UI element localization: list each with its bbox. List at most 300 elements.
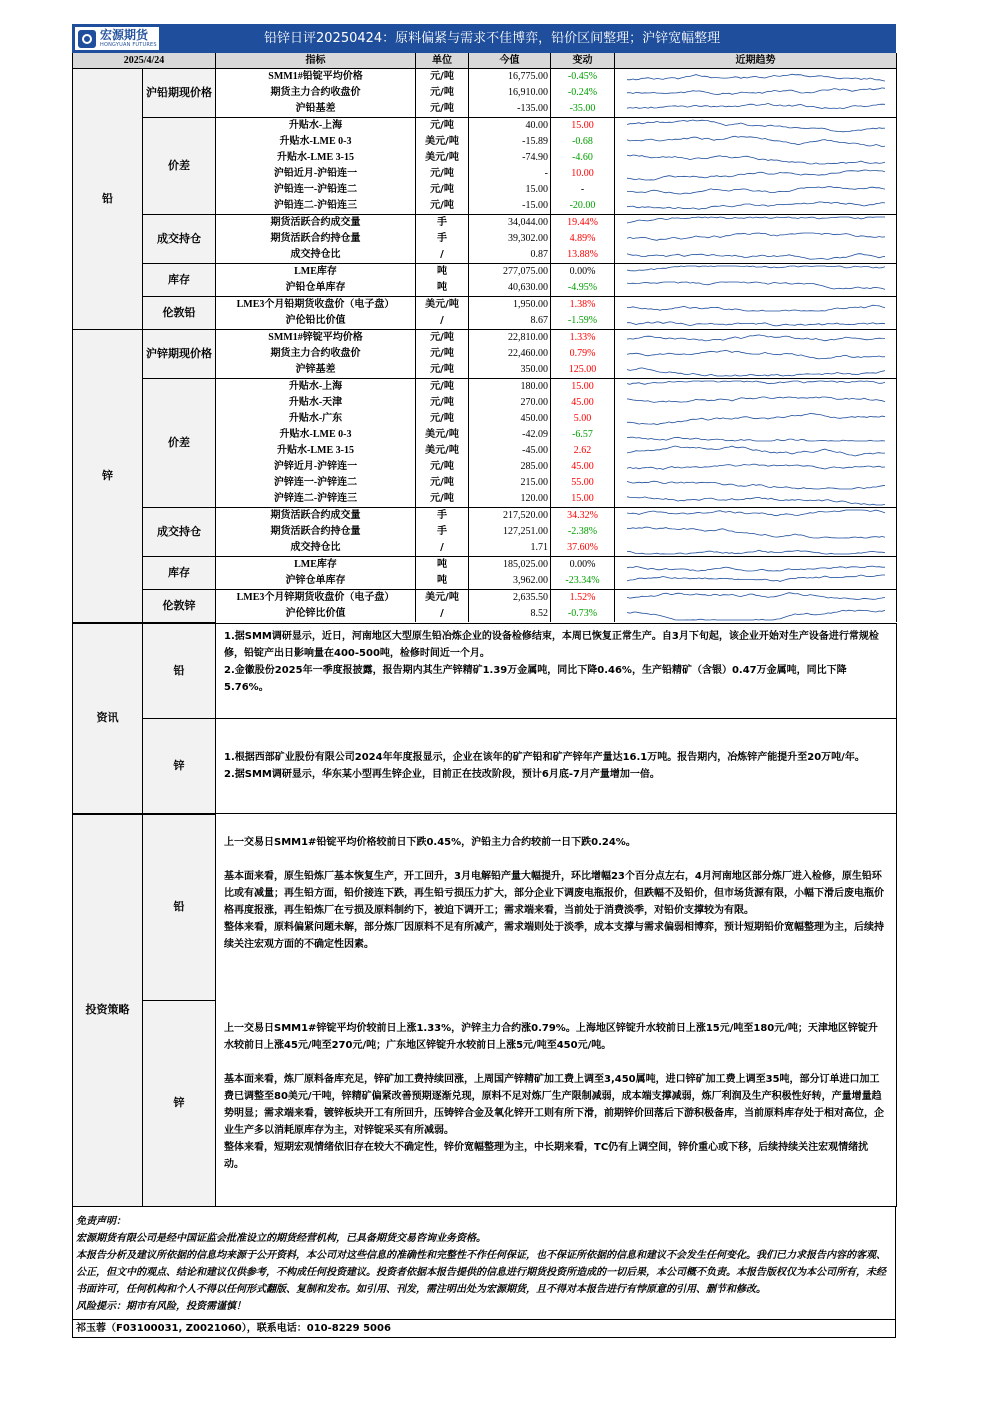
sparkline-cell — [615, 166, 897, 182]
indicator-cell: 沪铅仓单库存 — [216, 280, 416, 297]
sparkline-line — [627, 381, 885, 384]
info-lead-label: 铅 — [143, 623, 216, 718]
indicator-cell: 期货活跃合约持仓量 — [216, 524, 416, 540]
sparkline-cell — [615, 134, 897, 150]
indicator-cell: 升贴水-上海 — [216, 118, 416, 135]
value-cell: 22,460.00 — [469, 346, 551, 362]
sparkline-chart — [615, 118, 896, 134]
sparkline-cell — [615, 118, 897, 135]
sparkline-chart — [615, 198, 896, 214]
logo-name-cn: 宏源期货 — [100, 28, 149, 42]
sparkline-cell — [615, 264, 897, 281]
unit-cell: 元/吨 — [416, 362, 469, 379]
unit-cell: 美元/吨 — [416, 134, 469, 150]
sparkline-line — [627, 593, 885, 600]
group-label: 库存 — [143, 557, 216, 590]
indicator-cell: 沪伦锌比价值 — [216, 606, 416, 622]
sparkline-cell — [615, 475, 897, 491]
info-zinc-text — [216, 718, 897, 813]
indicator-cell: 升贴水-LME 0-3 — [216, 134, 416, 150]
info-zinc-label: 锌 — [143, 718, 216, 813]
strategy-zinc-para: 整体来看，短期宏观情绪依旧存在较大不确定性，锌价宽幅整理为主，中长期来看，TC仍有上调空间，锌价重心或下移，后续持续关注宏观情绪扰动。 — [224, 1142, 869, 1170]
value-cell: -15.00 — [469, 198, 551, 215]
unit-cell: 元/吨 — [416, 330, 469, 347]
sparkline-chart — [615, 101, 896, 117]
strategy-zinc-text — [216, 1000, 897, 1206]
change-cell: 125.00 — [551, 362, 615, 379]
sparkline-cell — [615, 247, 897, 264]
disclaimer-title: 免责声明： — [76, 1215, 126, 1227]
change-cell: 13.88% — [551, 247, 615, 264]
report-page — [72, 24, 896, 1338]
sparkline-line — [627, 566, 885, 571]
sparkline-cell — [615, 524, 897, 540]
sparkline-chart — [615, 362, 896, 378]
info-lead-text — [216, 623, 897, 718]
value-cell: 350.00 — [469, 362, 551, 379]
change-cell: 0.00% — [551, 557, 615, 574]
sparkline-cell — [615, 313, 897, 330]
strategy-lead-text — [216, 814, 897, 1000]
indicator-cell: LME3个月锌期货收盘价（电子盘） — [216, 590, 416, 607]
sparkline-line — [627, 414, 885, 425]
disclaimer-line: 宏源期货有限公司是经中国证监会批准设立的期货经营机构，已具备期货交易咨询业务资格。 — [76, 1232, 486, 1244]
col-unit: 单位 — [416, 53, 469, 69]
sparkline-cell — [615, 346, 897, 362]
change-cell: 10.00 — [551, 166, 615, 182]
group-label: 价差 — [143, 379, 216, 508]
change-cell: -0.73% — [551, 606, 615, 622]
indicator-cell: 沪锌基差 — [216, 362, 416, 379]
value-cell: 1.71 — [469, 540, 551, 557]
change-cell: -4.60 — [551, 150, 615, 166]
value-cell: 185,025.00 — [469, 557, 551, 574]
indicator-cell: 期货活跃合约成交量 — [216, 508, 416, 525]
value-cell: -45.00 — [469, 443, 551, 459]
unit-cell: 元/吨 — [416, 198, 469, 215]
change-cell: -6.57 — [551, 427, 615, 443]
unit-cell: 手 — [416, 508, 469, 525]
change-cell: 37.60% — [551, 540, 615, 557]
unit-cell: / — [416, 606, 469, 622]
change-cell: 1.38% — [551, 297, 615, 314]
value-cell: 0.87 — [469, 247, 551, 264]
sparkline-line — [627, 88, 885, 95]
change-cell: 15.00 — [551, 118, 615, 135]
sparkline-cell — [615, 330, 897, 347]
sparkline-line — [627, 610, 885, 620]
sparkline-line — [627, 136, 885, 146]
sparkline-chart — [615, 443, 896, 459]
indicator-cell: 期货活跃合约成交量 — [216, 215, 416, 232]
sparkline-chart — [615, 379, 896, 395]
data-table — [72, 53, 897, 623]
indicator-cell: 沪伦铅比价值 — [216, 313, 416, 330]
indicator-cell: 沪铅连一-沪铅连二 — [216, 182, 416, 198]
sparkline-line — [627, 187, 885, 194]
sparkline-line — [627, 322, 885, 326]
sparkline-line — [627, 305, 885, 311]
table-row — [73, 508, 897, 525]
strategy-zinc-para: 上一交易日SMM1#锌锭平均价较前日上涨1.33%，沪锌主力合约涨0.79%。上海地区锌锭升水较前日上涨15元/吨至180元/吨；天津地区锌锭升水较前日上涨45元/吨至270元/吨；广东地区锌锭升水较前日上涨5元/吨至450元/吨。 — [224, 1023, 878, 1051]
change-cell: -35.00 — [551, 101, 615, 118]
sparkline-cell — [615, 459, 897, 475]
change-cell: -0.24% — [551, 85, 615, 101]
sparkline-chart — [615, 69, 896, 85]
group-label: 成交持仓 — [143, 215, 216, 264]
group-label: 伦敦锌 — [143, 590, 216, 623]
group-label: 库存 — [143, 264, 216, 297]
unit-cell: 手 — [416, 231, 469, 247]
sparkline-cell — [615, 182, 897, 198]
unit-cell: 元/吨 — [416, 475, 469, 491]
value-cell: 180.00 — [469, 379, 551, 396]
sparkline-chart — [615, 85, 896, 101]
info-table — [72, 623, 897, 814]
sparkline-chart — [615, 280, 896, 296]
value-cell: 16,775.00 — [469, 69, 551, 86]
unit-cell: 吨 — [416, 280, 469, 297]
indicator-cell: 沪铅基差 — [216, 101, 416, 118]
unit-cell: 元/吨 — [416, 118, 469, 135]
indicator-cell: LME库存 — [216, 264, 416, 281]
table-row — [73, 557, 897, 574]
unit-cell: 手 — [416, 524, 469, 540]
sparkline-cell — [615, 573, 897, 590]
unit-cell: 元/吨 — [416, 395, 469, 411]
value-cell: 8.52 — [469, 606, 551, 622]
value-cell: -135.00 — [469, 101, 551, 118]
sparkline-cell — [615, 198, 897, 215]
group-label: 沪铅期现价格 — [143, 69, 216, 118]
sparkline-chart — [615, 247, 896, 263]
unit-cell: 美元/吨 — [416, 443, 469, 459]
sparkline-chart — [615, 297, 896, 313]
sparkline-chart — [615, 411, 896, 427]
sparkline-chart — [615, 215, 896, 231]
col-trend: 近期趋势 — [615, 53, 897, 69]
sparkline-cell — [615, 101, 897, 118]
value-cell: 34,044.00 — [469, 215, 551, 232]
sparkline-line — [627, 527, 885, 538]
sparkline-line — [627, 481, 885, 489]
sparkline-chart — [615, 590, 896, 606]
sparkline-cell — [615, 379, 897, 396]
strategy-lead-label: 铅 — [143, 814, 216, 1000]
sparkline-cell — [615, 590, 897, 607]
indicator-cell: LME库存 — [216, 557, 416, 574]
value-cell: 3,962.00 — [469, 573, 551, 590]
sparkline-cell — [615, 443, 897, 459]
change-cell: -23.34% — [551, 573, 615, 590]
unit-cell: 元/吨 — [416, 182, 469, 198]
change-cell: 2.62 — [551, 443, 615, 459]
disclaimer — [72, 1207, 896, 1320]
table-row — [73, 330, 897, 347]
sparkline-cell — [615, 427, 897, 443]
change-cell: 34.32% — [551, 508, 615, 525]
strategy-table — [72, 814, 897, 1207]
sparkline-line — [627, 335, 885, 341]
value-cell: 40,630.00 — [469, 280, 551, 297]
change-cell: 45.00 — [551, 459, 615, 475]
sparkline-line — [627, 464, 885, 469]
strategy-zinc-label: 锌 — [143, 1000, 216, 1206]
risk-warning: 风险提示：期市有风险，投资需谨慎！ — [76, 1300, 246, 1312]
group-label: 伦敦铅 — [143, 297, 216, 330]
indicator-cell: 升贴水-LME 0-3 — [216, 427, 416, 443]
change-cell: -2.38% — [551, 524, 615, 540]
section-label-zinc: 锌 — [73, 330, 143, 623]
sparkline-cell — [615, 395, 897, 411]
col-today: 今值 — [469, 53, 551, 69]
unit-cell: 元/吨 — [416, 459, 469, 475]
sparkline-cell — [615, 231, 897, 247]
sparkline-line — [627, 217, 885, 223]
value-cell: 285.00 — [469, 459, 551, 475]
sparkline-chart — [615, 395, 896, 411]
value-cell: -15.89 — [469, 134, 551, 150]
sparkline-line — [627, 202, 885, 209]
sparkline-chart — [615, 491, 896, 507]
sparkline-cell — [615, 557, 897, 574]
sparkline-line — [627, 446, 885, 456]
sparkline-line — [627, 368, 885, 376]
sparkline-line — [627, 350, 885, 359]
info-zinc-item: 2.据SMM调研显示，华东某小型再生锌企业，目前正在技改阶段，预计6月底-7月产量增加一倍。 — [224, 768, 660, 780]
sparkline-cell — [615, 606, 897, 622]
change-cell: -4.95% — [551, 280, 615, 297]
unit-cell: 元/吨 — [416, 346, 469, 362]
indicator-cell: 沪锌连二-沪锌连三 — [216, 491, 416, 508]
sparkline-line — [627, 170, 885, 180]
indicator-cell: 期货活跃合约持仓量 — [216, 231, 416, 247]
value-cell: 8.67 — [469, 313, 551, 330]
unit-cell: 吨 — [416, 557, 469, 574]
group-label: 成交持仓 — [143, 508, 216, 557]
sparkline-line — [627, 74, 885, 81]
change-cell: -0.45% — [551, 69, 615, 86]
sparkline-cell — [615, 508, 897, 525]
sparkline-chart — [615, 264, 896, 280]
strategy-lead-row — [73, 814, 897, 1000]
value-cell: 127,251.00 — [469, 524, 551, 540]
value-cell: 16,910.00 — [469, 85, 551, 101]
indicator-cell: 升贴水-天津 — [216, 395, 416, 411]
value-cell: -74.90 — [469, 150, 551, 166]
value-cell: 15.00 — [469, 182, 551, 198]
sparkline-chart — [615, 134, 896, 150]
change-cell: -1.59% — [551, 313, 615, 330]
disclaimer-line: 本报告分析及建议所依据的信息均来源于公开资料，本公司对这些信息的准确性和完整性不作任何保证，也不保证所依据的信息和建议不会发生任何变化。我们已力求报告内容的客观、公正，但文中的观点、结论和建议仅供参考，不构成任何投资建议。投资者依据本报告提供的信息进行期货投资所造成的一切后果，本公司概不负责。本报告版权仅为本公司所有，未经书面许可，任何机构和个人不得以任何形式翻版、复制和发布。如引用、刊发，需注明出处为宏源期货，且不得对本报告进行有悖原意的引用、删节和修改。 — [76, 1249, 886, 1295]
logo-icon — [78, 30, 96, 48]
sparkline-line — [627, 266, 885, 271]
change-cell: -0.68 — [551, 134, 615, 150]
sparkline-chart — [615, 231, 896, 247]
value-cell: 270.00 — [469, 395, 551, 411]
sparkline-chart — [615, 150, 896, 166]
sparkline-chart — [615, 459, 896, 475]
sparkline-cell — [615, 215, 897, 232]
sparkline-line — [627, 575, 885, 581]
sparkline-cell — [615, 491, 897, 508]
table-row — [73, 118, 897, 135]
unit-cell: / — [416, 247, 469, 264]
sparkline-chart — [615, 573, 896, 589]
strategy-lead-para: 整体来看，原料偏紧问题未解，部分炼厂因原料不足有所减产，需求端则处于淡季，成本支撑与需求偏弱相博弈，预计短期铅价宽幅整理为主，后续持续关注宏观方面的不确定性因素。 — [224, 922, 884, 950]
indicator-cell: SMM1#锌锭平均价格 — [216, 330, 416, 347]
indicator-cell: 沪铅近月-沪铅连一 — [216, 166, 416, 182]
change-cell: -20.00 — [551, 198, 615, 215]
table-row — [73, 215, 897, 232]
indicator-cell: 升贴水-LME 3-15 — [216, 150, 416, 166]
indicator-cell: 期货主力合约收盘价 — [216, 85, 416, 101]
change-cell: 15.00 — [551, 491, 615, 508]
sparkline-line — [627, 155, 885, 164]
indicator-cell: 升贴水-广东 — [216, 411, 416, 427]
sparkline-chart — [615, 427, 896, 443]
unit-cell: 美元/吨 — [416, 297, 469, 314]
value-cell: -42.09 — [469, 427, 551, 443]
report-header — [72, 24, 896, 53]
sparkline-line — [627, 510, 885, 516]
col-change: 变动 — [551, 53, 615, 69]
indicator-cell: LME3个月铅期货收盘价（电子盘） — [216, 297, 416, 314]
value-cell: - — [469, 166, 551, 182]
change-cell: 0.79% — [551, 346, 615, 362]
info-section-label: 资讯 — [73, 623, 143, 813]
strategy-zinc-para: 基本面来看，炼厂原料备库充足，锌矿加工费持续回涨，上周国产锌精矿加工费上调至3,450属吨，进口锌矿加工费上调至35吨，部分订单进口加工费已调整至80美元/干吨，锌精矿偏紧改善预期逐渐兑现，原料不足对炼厂生产限制减弱，成本端支撑减弱，炼厂利润及生产积极性好转，产量增量趋势明显；需求端来看，镀锌板块开工有所回升，压铸锌合金及氧化锌开工则有所下滑，前期锌价回落后下游积极备库，当前原料库存处于相对高位，企业生产多以消耗原库存为主，对锌锭采买有所减弱。 — [224, 1074, 884, 1136]
table-row — [73, 297, 897, 314]
table-row — [73, 264, 897, 281]
value-cell: 215.00 — [469, 475, 551, 491]
author-contact: 祁玉蓉（F03100031, Z0021060），联系电话：010-8229 5006 — [72, 1320, 896, 1338]
group-label: 价差 — [143, 118, 216, 215]
unit-cell: / — [416, 313, 469, 330]
unit-cell: 手 — [416, 215, 469, 232]
logo-name-en: HONGYUAN FUTURES — [100, 42, 157, 48]
unit-cell: 元/吨 — [416, 69, 469, 86]
value-cell: 39,302.00 — [469, 231, 551, 247]
change-cell: 5.00 — [551, 411, 615, 427]
unit-cell: 元/吨 — [416, 166, 469, 182]
indicator-cell: 沪铅连二-沪铅连三 — [216, 198, 416, 215]
sparkline-chart — [615, 475, 896, 491]
sparkline-line — [627, 397, 885, 402]
sparkline-line — [627, 437, 885, 441]
info-lead-row — [73, 623, 897, 718]
unit-cell: 美元/吨 — [416, 427, 469, 443]
sparkline-line — [627, 254, 885, 260]
change-cell: 55.00 — [551, 475, 615, 491]
sparkline-cell — [615, 150, 897, 166]
change-cell: 4.89% — [551, 231, 615, 247]
unit-cell: 美元/吨 — [416, 590, 469, 607]
value-cell: 450.00 — [469, 411, 551, 427]
sparkline-cell — [615, 411, 897, 427]
column-header-row — [73, 53, 897, 69]
sparkline-chart — [615, 508, 896, 524]
sparkline-line — [627, 103, 885, 108]
sparkline-chart — [615, 540, 896, 556]
sparkline-cell — [615, 362, 897, 379]
value-cell: 217,520.00 — [469, 508, 551, 525]
strategy-lead-para: 上一交易日SMM1#铅锭平均价格较前日下跌0.45%，沪铅主力合约较前一日下跌0.24%。 — [224, 837, 636, 848]
strategy-section-label: 投资策略 — [73, 814, 143, 1206]
sparkline-cell — [615, 297, 897, 314]
report-title: 铅锌日评20250424：原料偏紧与需求不佳博弈，铅价区间整理；沪锌宽幅整理 — [264, 31, 721, 46]
strategy-zinc-row — [73, 1000, 897, 1206]
sparkline-chart — [615, 524, 896, 540]
indicator-cell: 沪锌近月-沪锌连一 — [216, 459, 416, 475]
change-cell: 15.00 — [551, 379, 615, 396]
sparkline-chart — [615, 313, 896, 329]
unit-cell: 元/吨 — [416, 379, 469, 396]
indicator-cell: 升贴水-上海 — [216, 379, 416, 396]
sparkline-chart — [615, 330, 896, 346]
section-label-lead: 铅 — [73, 69, 143, 330]
sparkline-chart — [615, 557, 896, 573]
sparkline-chart — [615, 346, 896, 362]
sparkline-cell — [615, 280, 897, 297]
sparkline-chart — [615, 166, 896, 182]
change-cell: 1.33% — [551, 330, 615, 347]
value-cell: 2,635.50 — [469, 590, 551, 607]
col-indicator: 指标 — [216, 53, 416, 69]
unit-cell: 元/吨 — [416, 411, 469, 427]
info-lead-item: 1.据SMM调研显示，近日，河南地区大型原生铅冶炼企业的设备检修结束，本周已恢复正常生产。自3月下旬起，该企业开始对生产设备进行常规检修，铅锭产出日影响量在400-500吨，检修时间近一个月。 — [224, 630, 879, 659]
value-cell: 277,075.00 — [469, 264, 551, 281]
indicator-cell: 成交持仓比 — [216, 247, 416, 264]
table-row — [73, 69, 897, 86]
unit-cell: 元/吨 — [416, 101, 469, 118]
unit-cell: 吨 — [416, 264, 469, 281]
indicator-cell: SMM1#铅锭平均价格 — [216, 69, 416, 86]
value-cell: 1,950.00 — [469, 297, 551, 314]
info-zinc-row — [73, 718, 897, 813]
unit-cell: 元/吨 — [416, 85, 469, 101]
info-zinc-item: 1.根据西部矿业股份有限公司2024年年度报显示，企业在该年的矿产铅和矿产锌年产量达16.1万吨。报告期内，冶炼锌产能提升至20万吨/年。 — [224, 751, 865, 763]
sparkline-chart — [615, 182, 896, 198]
indicator-cell: 成交持仓比 — [216, 540, 416, 557]
change-cell: - — [551, 182, 615, 198]
sparkline-line — [627, 120, 885, 132]
value-cell: 120.00 — [469, 491, 551, 508]
sparkline-line — [627, 497, 885, 505]
company-logo — [75, 27, 159, 50]
change-cell: 19.44% — [551, 215, 615, 232]
value-cell: 40.00 — [469, 118, 551, 135]
table-row — [73, 590, 897, 607]
unit-cell: 美元/吨 — [416, 150, 469, 166]
sparkline-line — [627, 550, 885, 554]
sparkline-line — [627, 282, 885, 289]
unit-cell: / — [416, 540, 469, 557]
sparkline-cell — [615, 540, 897, 557]
indicator-cell: 沪锌连一-沪锌连二 — [216, 475, 416, 491]
unit-cell: 吨 — [416, 573, 469, 590]
sparkline-chart — [615, 606, 896, 622]
change-cell: 45.00 — [551, 395, 615, 411]
info-lead-item: 2.金徽股份2025年一季度报披露，报告期内其生产锌精矿1.39万金属吨，同比下降0.46%，生产铅精矿（含银）0.47万金属吨，同比下降5.76%。 — [224, 664, 847, 693]
change-cell: 0.00% — [551, 264, 615, 281]
unit-cell: 元/吨 — [416, 491, 469, 508]
sparkline-cell — [615, 69, 897, 86]
report-date: 2025/4/24 — [73, 53, 216, 69]
indicator-cell: 升贴水-LME 3-15 — [216, 443, 416, 459]
table-row — [73, 379, 897, 396]
strategy-lead-para: 基本面来看，原生铅炼厂基本恢复生产，开工回升，3月电解铅产量大幅提升，环比增幅23个百分点左右，4月河南地区部分炼厂进入检修，原生铅环比或有减量；再生铅方面，铅价接连下跌，再生铅亏损压力扩大，部分企业下调废电瓶报价，但跌幅不及铅价，但市场货源有限，小幅下滑后废电瓶价格再度报涨，再生铅炼厂在亏损及原料制约下，被迫下调开工；需求端来看，当前处于消费淡季，对铅价支撑较为有限。 — [224, 871, 884, 916]
